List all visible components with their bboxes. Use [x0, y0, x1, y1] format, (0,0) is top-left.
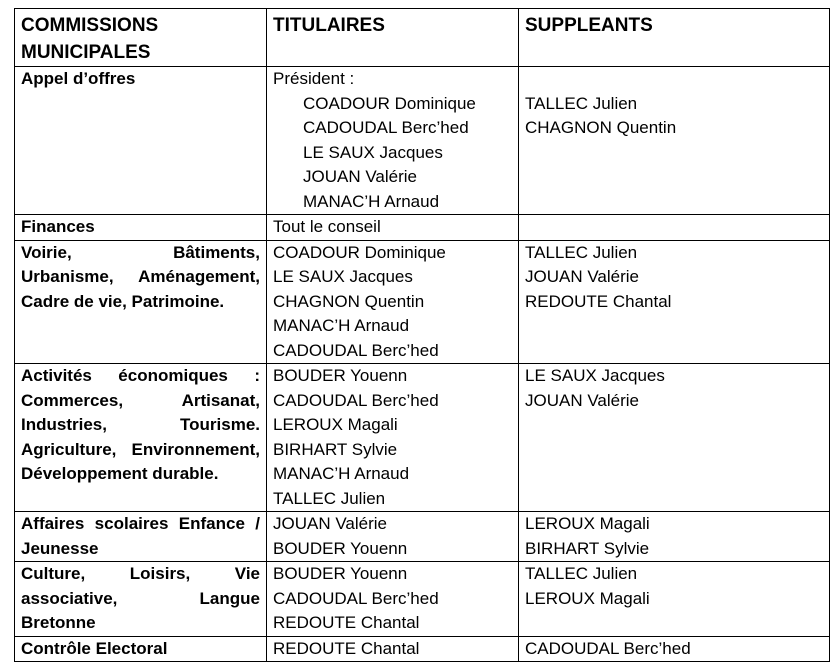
header-titulaires: TITULAIRES: [267, 9, 519, 67]
suppleant-name: BIRHART Sylvie: [525, 538, 650, 558]
commission-name: Finances: [15, 215, 267, 241]
titulaire-name: Tout le conseil: [273, 217, 381, 236]
president-label: Président :: [273, 69, 355, 88]
titulaires-cell: [267, 512, 519, 562]
suppleants-cell: [519, 215, 830, 241]
suppleants-cell: [519, 67, 830, 215]
suppleant-name: REDOUTE Chantal: [525, 291, 672, 311]
commission-name: Affaires scolaires Enfance / Jeunesse: [15, 512, 267, 562]
table-row: [15, 636, 830, 662]
titulaire-name: CHAGNON Quentin: [273, 291, 425, 311]
titulaire-name: MANAC’H Arnaud: [273, 316, 410, 335]
titulaire-name: MANAC’H Arnaud: [303, 191, 440, 211]
suppleants-cell: [519, 562, 830, 637]
titulaire-name: COADOUR Dominique: [273, 242, 446, 262]
suppleant-name: CADOUDAL Berc’hed: [525, 638, 691, 658]
suppleant-name: JOUAN Valérie: [525, 267, 639, 286]
titulaire-name: BOUDER Youenn: [273, 366, 408, 385]
suppleant-name: JOUAN Valérie: [525, 390, 639, 410]
titulaire-name: CADOUDAL Berc’hed: [303, 118, 469, 137]
suppleants-cell: [519, 364, 830, 512]
suppleant-name: LEROUX Magali: [525, 588, 650, 608]
titulaires-cell: [267, 364, 519, 512]
suppleants-cell: [519, 636, 830, 662]
titulaires-cell: [267, 240, 519, 364]
table-row: [15, 562, 830, 637]
titulaire-name: COADOUR Dominique: [303, 93, 476, 113]
titulaire-name: MANAC’H Arnaud: [273, 464, 410, 483]
titulaire-name: CADOUDAL Berc’hed: [273, 588, 439, 608]
commission-name: Culture, Loisirs, Vie associative, Langue Bretonne: [15, 562, 267, 637]
header-suppleants: SUPPLEANTS: [519, 9, 830, 67]
suppleants-cell: [519, 240, 830, 364]
commission-name: Contrôle Electoral: [15, 636, 267, 662]
titulaire-name: TALLEC Julien: [273, 488, 386, 508]
titulaires-cell: [267, 67, 519, 215]
header-commissions: COMMISSIONS MUNICIPALES: [15, 9, 267, 67]
suppleant-name: LEROUX Magali: [525, 514, 650, 533]
suppleant-name: TALLEC Julien: [525, 564, 638, 583]
suppleant-name: LE SAUX Jacques: [525, 366, 665, 385]
table-row: [15, 364, 830, 512]
header-row: [15, 9, 830, 67]
titulaire-name: JOUAN Valérie: [273, 514, 387, 533]
suppleant-name: CHAGNON Quentin: [525, 118, 677, 137]
titulaires-cell: [267, 636, 519, 662]
titulaire-name: JOUAN Valérie: [303, 167, 417, 186]
titulaire-name: LEROUX Magali: [273, 415, 398, 434]
titulaires-cell: [267, 215, 519, 241]
commissions-table: [14, 8, 830, 662]
suppleant-name: TALLEC Julien: [525, 242, 638, 262]
commission-name: Appel d’offres: [15, 67, 267, 215]
titulaire-name: CADOUDAL Berc’hed: [273, 390, 439, 410]
titulaire-name: REDOUTE Chantal: [273, 613, 420, 632]
titulaire-name: LE SAUX Jacques: [273, 267, 413, 286]
table-row: [15, 240, 830, 364]
titulaire-name: CADOUDAL Berc’hed: [273, 340, 439, 360]
titulaire-name: LE SAUX Jacques: [303, 142, 443, 162]
table-row: [15, 67, 830, 215]
table-row: [15, 215, 830, 241]
titulaire-name: BOUDER Youenn: [273, 538, 408, 558]
commission-name: Activités économiques : Commerces, Artisanat, Industries, Tourisme. Agriculture, Environnement, Développement durable.: [15, 364, 267, 512]
suppleant-name: TALLEC Julien: [525, 93, 638, 113]
titulaires-cell: [267, 562, 519, 637]
commission-name: Voirie, Bâtiments, Urbanisme, Aménagement, Cadre de vie, Patrimoine.: [15, 240, 267, 364]
titulaire-name: BOUDER Youenn: [273, 564, 408, 583]
titulaire-name: BIRHART Sylvie: [273, 439, 398, 459]
titulaire-name: REDOUTE Chantal: [273, 638, 420, 658]
table-row: [15, 512, 830, 562]
suppleants-cell: [519, 512, 830, 562]
